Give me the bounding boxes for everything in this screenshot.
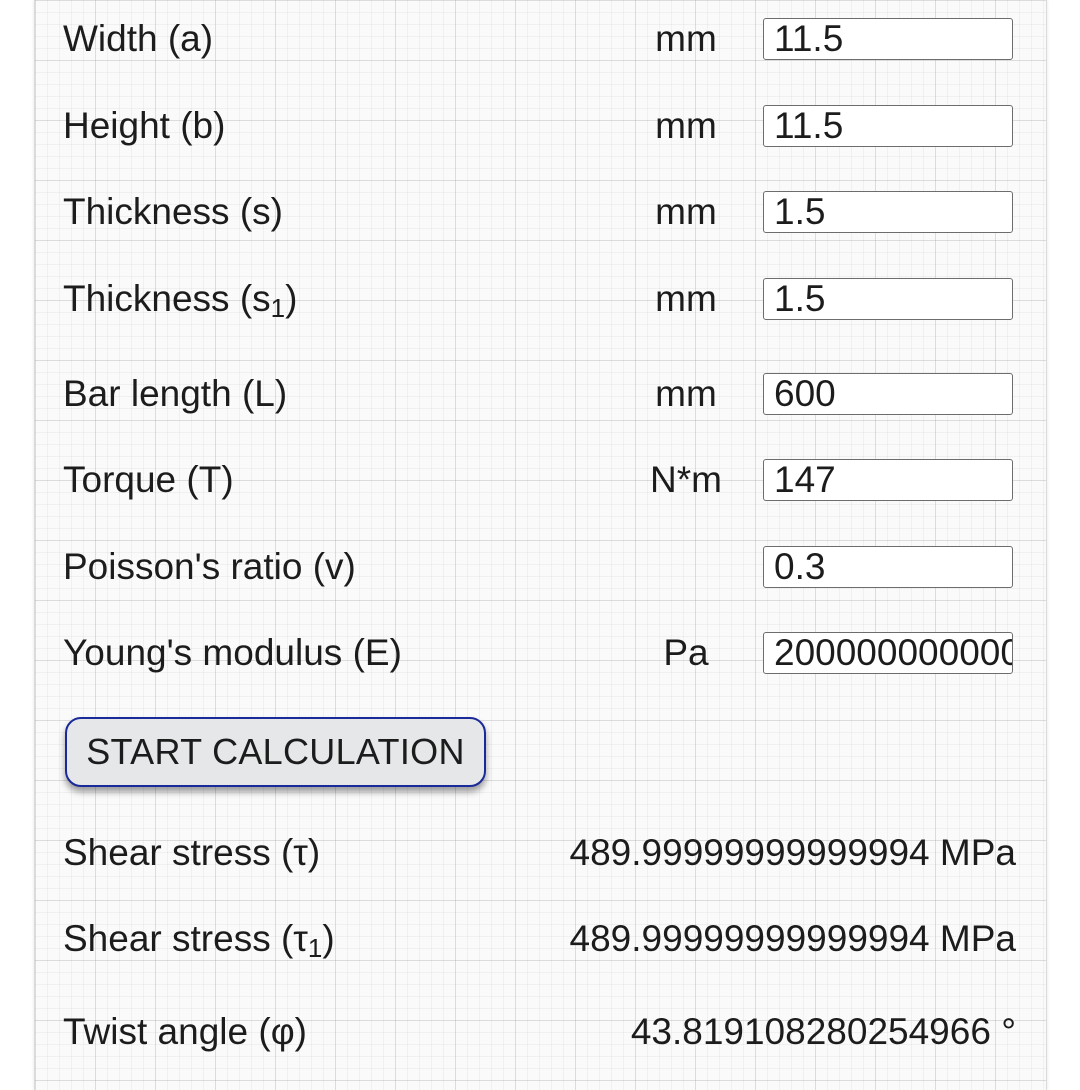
height-input[interactable]	[763, 105, 1013, 147]
input-row-torque	[34, 450, 1045, 510]
result-row-shear-stress	[34, 823, 1045, 883]
thickness-s1-label-base: Thickness (s	[63, 278, 271, 319]
input-row-thickness	[34, 182, 1045, 242]
thickness-s1-label-subscript: 1	[270, 293, 286, 323]
bar-length-unit: mm	[655, 373, 717, 414]
start-calculation-button[interactable]: START CALCULATION	[65, 717, 486, 787]
input-row-width	[34, 9, 1045, 69]
shear-stress-1-label-end: )	[322, 918, 335, 959]
thickness-s1-label	[63, 278, 298, 323]
thickness-label: Thickness (s)	[63, 191, 283, 232]
thickness-s1-label-end: )	[285, 278, 298, 319]
height-unit: mm	[655, 105, 717, 146]
input-row-youngs-modulus	[34, 623, 1045, 683]
width-label: Width (a)	[63, 18, 214, 59]
thickness-s1-unit: mm	[655, 278, 717, 319]
thickness-input[interactable]	[763, 191, 1013, 233]
thickness-s1-input[interactable]	[763, 278, 1013, 320]
thickness-unit: mm	[655, 191, 717, 232]
shear-stress-1-value: 489.99999999999994 MPa	[569, 918, 1016, 959]
shear-stress-1-label-base: Shear stress (τ	[63, 918, 308, 959]
input-row-thickness-s1	[34, 269, 1045, 329]
result-row-twist-angle	[34, 1002, 1045, 1062]
poisson-ratio-label: Poisson's ratio (v)	[63, 546, 356, 587]
input-row-poisson-ratio	[34, 537, 1045, 597]
youngs-modulus-label: Young's modulus (E)	[63, 632, 402, 673]
width-unit: mm	[655, 18, 717, 59]
torque-input[interactable]	[763, 459, 1013, 501]
input-row-bar-length	[34, 364, 1045, 424]
height-label: Height (b)	[63, 105, 226, 146]
youngs-modulus-unit: Pa	[663, 632, 709, 673]
shear-stress-1-label	[63, 918, 335, 963]
twist-angle-value: 43.819108280254966 °	[630, 1011, 1016, 1052]
shear-stress-value: 489.99999999999994 MPa	[569, 832, 1016, 873]
poisson-ratio-input[interactable]	[763, 546, 1013, 588]
shear-stress-label: Shear stress (τ)	[63, 832, 321, 873]
result-row-shear-stress-1	[34, 909, 1045, 969]
torque-label: Torque (T)	[63, 459, 234, 500]
youngs-modulus-input[interactable]	[763, 632, 1013, 674]
input-row-height	[34, 96, 1045, 156]
twist-angle-label: Twist angle (φ)	[63, 1011, 308, 1052]
width-input[interactable]	[763, 18, 1013, 60]
bar-length-input[interactable]	[763, 373, 1013, 415]
shear-stress-1-label-subscript: 1	[307, 933, 323, 963]
torque-unit: N*m	[650, 459, 722, 500]
bar-length-label: Bar length (L)	[63, 373, 288, 414]
